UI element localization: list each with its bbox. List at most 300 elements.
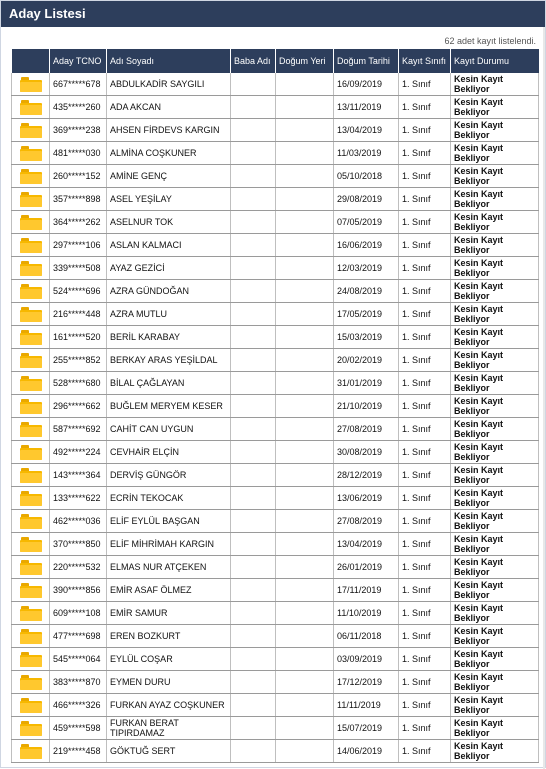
- tcno-cell: 435*****260: [50, 96, 107, 119]
- father-name-cell: [231, 188, 276, 211]
- name-cell: EMİR ASAF ÖLMEZ: [107, 579, 231, 602]
- name-cell: ELİF EYLÜL BAŞGAN: [107, 510, 231, 533]
- status-cell: Kesin Kayıt Bekliyor: [451, 671, 539, 694]
- tcno-cell: 492*****224: [50, 441, 107, 464]
- class-cell: 1. Sınıf: [399, 372, 451, 395]
- folder-icon-cell[interactable]: [12, 73, 50, 96]
- table-row[interactable]: [12, 441, 539, 464]
- folder-icon-cell[interactable]: [12, 418, 50, 441]
- birth-date-cell: 17/05/2019: [334, 303, 399, 326]
- status-cell: Kesin Kayıt Bekliyor: [451, 395, 539, 418]
- header-birth-date[interactable]: Doğum Tarihi: [334, 49, 399, 73]
- class-cell: 1. Sınıf: [399, 395, 451, 418]
- father-name-cell: [231, 533, 276, 556]
- status-cell: Kesin Kayıt Bekliyor: [451, 441, 539, 464]
- tcno-cell: 587*****692: [50, 418, 107, 441]
- table-row[interactable]: [12, 326, 539, 349]
- tcno-cell: 216*****448: [50, 303, 107, 326]
- birth-date-cell: 16/09/2019: [334, 73, 399, 96]
- birth-date-cell: 21/10/2019: [334, 395, 399, 418]
- folder-icon-cell[interactable]: [12, 96, 50, 119]
- folder-icon[interactable]: [20, 468, 42, 483]
- name-cell: BERKAY ARAS YEŞİLDAL: [107, 349, 231, 372]
- folder-icon[interactable]: [20, 514, 42, 529]
- class-cell: 1. Sınıf: [399, 165, 451, 188]
- folder-icon[interactable]: [20, 215, 42, 230]
- table-row[interactable]: [12, 740, 539, 763]
- status-cell: Kesin Kayıt Bekliyor: [451, 694, 539, 717]
- status-cell: Kesin Kayıt Bekliyor: [451, 579, 539, 602]
- folder-icon[interactable]: [20, 169, 42, 184]
- father-name-cell: [231, 257, 276, 280]
- table-row[interactable]: [12, 418, 539, 441]
- birth-date-cell: 26/01/2019: [334, 556, 399, 579]
- father-name-cell: [231, 234, 276, 257]
- status-cell: Kesin Kayıt Bekliyor: [451, 740, 539, 763]
- table-row[interactable]: [12, 165, 539, 188]
- folder-icon[interactable]: [20, 77, 42, 92]
- folder-icon-cell[interactable]: [12, 257, 50, 280]
- status-cell: Kesin Kayıt Bekliyor: [451, 556, 539, 579]
- birth-place-cell: [276, 740, 334, 763]
- name-cell: EREN BOZKURT: [107, 625, 231, 648]
- table-row[interactable]: [12, 556, 539, 579]
- name-cell: ELİF MİHRİMAH KARGIN: [107, 533, 231, 556]
- birth-date-cell: 11/11/2019: [334, 694, 399, 717]
- folder-icon-cell[interactable]: [12, 188, 50, 211]
- birth-date-cell: 30/08/2019: [334, 441, 399, 464]
- table-row[interactable]: [12, 671, 539, 694]
- class-cell: 1. Sınıf: [399, 487, 451, 510]
- tcno-cell: 297*****106: [50, 234, 107, 257]
- name-cell: CAHİT CAN UYGUN: [107, 418, 231, 441]
- name-cell: AHSEN FİRDEVS KARGIN: [107, 119, 231, 142]
- birth-date-cell: 13/06/2019: [334, 487, 399, 510]
- father-name-cell: [231, 694, 276, 717]
- class-cell: 1. Sınıf: [399, 671, 451, 694]
- status-cell: Kesin Kayıt Bekliyor: [451, 188, 539, 211]
- father-name-cell: [231, 372, 276, 395]
- scrollbar[interactable]: [543, 27, 545, 769]
- birth-place-cell: [276, 349, 334, 372]
- folder-icon[interactable]: [20, 353, 42, 368]
- class-cell: 1. Sınıf: [399, 740, 451, 763]
- father-name-cell: [231, 418, 276, 441]
- status-cell: Kesin Kayıt Bekliyor: [451, 487, 539, 510]
- birth-date-cell: 11/10/2019: [334, 602, 399, 625]
- class-cell: 1. Sınıf: [399, 556, 451, 579]
- tcno-cell: 296*****662: [50, 395, 107, 418]
- birth-place-cell: [276, 579, 334, 602]
- birth-place-cell: [276, 165, 334, 188]
- birth-place-cell: [276, 464, 334, 487]
- class-cell: 1. Sınıf: [399, 96, 451, 119]
- tcno-cell: 143*****364: [50, 464, 107, 487]
- father-name-cell: [231, 464, 276, 487]
- class-cell: 1. Sınıf: [399, 326, 451, 349]
- table-row[interactable]: [12, 533, 539, 556]
- table-row[interactable]: [12, 280, 539, 303]
- folder-icon[interactable]: [20, 721, 42, 736]
- birth-date-cell: 20/02/2019: [334, 349, 399, 372]
- tcno-cell: 524*****696: [50, 280, 107, 303]
- name-cell: ASLAN KALMACI: [107, 234, 231, 257]
- class-cell: 1. Sınıf: [399, 234, 451, 257]
- name-cell: EYMEN DURU: [107, 671, 231, 694]
- birth-date-cell: 14/06/2019: [334, 740, 399, 763]
- table-row[interactable]: [12, 211, 539, 234]
- header-birth-place[interactable]: Doğum Yeri: [276, 49, 334, 73]
- folder-icon-cell[interactable]: [12, 648, 50, 671]
- name-cell: AZRA MUTLU: [107, 303, 231, 326]
- record-count: 62 adet kayıt listelendi.: [444, 36, 536, 46]
- tcno-cell: 609*****108: [50, 602, 107, 625]
- name-cell: ALMİNA COŞKUNER: [107, 142, 231, 165]
- tcno-cell: 370*****850: [50, 533, 107, 556]
- folder-icon[interactable]: [20, 238, 42, 253]
- tcno-cell: 545*****064: [50, 648, 107, 671]
- status-cell: Kesin Kayıt Bekliyor: [451, 372, 539, 395]
- birth-date-cell: 03/09/2019: [334, 648, 399, 671]
- folder-icon-cell[interactable]: [12, 165, 50, 188]
- tcno-cell: 369*****238: [50, 119, 107, 142]
- name-cell: EYLÜL COŞAR: [107, 648, 231, 671]
- class-cell: 1. Sınıf: [399, 73, 451, 96]
- name-cell: FURKAN AYAZ COŞKUNER: [107, 694, 231, 717]
- birth-place-cell: [276, 533, 334, 556]
- birth-date-cell: 07/05/2019: [334, 211, 399, 234]
- father-name-cell: [231, 625, 276, 648]
- birth-date-cell: 27/08/2019: [334, 418, 399, 441]
- folder-icon[interactable]: [20, 399, 42, 414]
- birth-place-cell: [276, 280, 334, 303]
- birth-date-cell: 24/08/2019: [334, 280, 399, 303]
- father-name-cell: [231, 510, 276, 533]
- birth-date-cell: 16/06/2019: [334, 234, 399, 257]
- table-row[interactable]: [12, 372, 539, 395]
- folder-icon[interactable]: [20, 629, 42, 644]
- tcno-cell: 219*****458: [50, 740, 107, 763]
- class-cell: 1. Sınıf: [399, 579, 451, 602]
- candidate-table: [11, 49, 539, 763]
- class-cell: 1. Sınıf: [399, 349, 451, 372]
- birth-place-cell: [276, 648, 334, 671]
- birth-place-cell: [276, 487, 334, 510]
- father-name-cell: [231, 648, 276, 671]
- folder-icon-cell[interactable]: [12, 533, 50, 556]
- status-cell: Kesin Kayıt Bekliyor: [451, 234, 539, 257]
- birth-date-cell: 12/03/2019: [334, 257, 399, 280]
- father-name-cell: [231, 602, 276, 625]
- header-father-name[interactable]: Baba Adı: [231, 49, 276, 73]
- folder-icon[interactable]: [20, 445, 42, 460]
- folder-icon-cell[interactable]: [12, 625, 50, 648]
- header-icon-col: [12, 49, 50, 73]
- tcno-cell: 383*****870: [50, 671, 107, 694]
- folder-icon-cell[interactable]: [12, 234, 50, 257]
- birth-place-cell: [276, 372, 334, 395]
- birth-date-cell: 17/11/2019: [334, 579, 399, 602]
- birth-place-cell: [276, 142, 334, 165]
- tcno-cell: 466*****326: [50, 694, 107, 717]
- father-name-cell: [231, 96, 276, 119]
- table-row[interactable]: [12, 648, 539, 671]
- folder-icon[interactable]: [20, 330, 42, 345]
- status-cell: Kesin Kayıt Bekliyor: [451, 717, 539, 740]
- folder-icon-cell[interactable]: [12, 372, 50, 395]
- header-tcno[interactable]: Aday TCNO: [50, 49, 107, 73]
- folder-icon[interactable]: [20, 192, 42, 207]
- class-cell: 1. Sınıf: [399, 717, 451, 740]
- father-name-cell: [231, 142, 276, 165]
- table-row[interactable]: [12, 349, 539, 372]
- name-cell: ADA AKCAN: [107, 96, 231, 119]
- birth-place-cell: [276, 625, 334, 648]
- father-name-cell: [231, 740, 276, 763]
- status-cell: Kesin Kayıt Bekliyor: [451, 602, 539, 625]
- table-row[interactable]: [12, 487, 539, 510]
- table-row[interactable]: [12, 119, 539, 142]
- tcno-cell: 255*****852: [50, 349, 107, 372]
- folder-icon[interactable]: [20, 146, 42, 161]
- tcno-cell: 357*****898: [50, 188, 107, 211]
- table-row[interactable]: [12, 188, 539, 211]
- tcno-cell: 462*****036: [50, 510, 107, 533]
- tcno-cell: 667*****678: [50, 73, 107, 96]
- birth-place-cell: [276, 188, 334, 211]
- status-cell: Kesin Kayıt Bekliyor: [451, 280, 539, 303]
- name-cell: FURKAN BERAT TIPIRDAMAZ: [107, 717, 231, 740]
- father-name-cell: [231, 73, 276, 96]
- birth-place-cell: [276, 602, 334, 625]
- birth-date-cell: 15/03/2019: [334, 326, 399, 349]
- folder-icon-cell[interactable]: [12, 349, 50, 372]
- status-cell: Kesin Kayıt Bekliyor: [451, 96, 539, 119]
- header-status[interactable]: Kayıt Durumu: [451, 49, 539, 73]
- folder-icon[interactable]: [20, 537, 42, 552]
- birth-date-cell: 17/12/2019: [334, 671, 399, 694]
- folder-icon-cell[interactable]: [12, 303, 50, 326]
- folder-icon[interactable]: [20, 261, 42, 276]
- father-name-cell: [231, 441, 276, 464]
- father-name-cell: [231, 556, 276, 579]
- folder-icon-cell[interactable]: [12, 510, 50, 533]
- table-row[interactable]: [12, 694, 539, 717]
- table-row[interactable]: [12, 303, 539, 326]
- birth-place-cell: [276, 694, 334, 717]
- status-cell: Kesin Kayıt Bekliyor: [451, 142, 539, 165]
- folder-icon[interactable]: [20, 284, 42, 299]
- table-row[interactable]: [12, 464, 539, 487]
- name-cell: AYAZ GEZİCİ: [107, 257, 231, 280]
- name-cell: BUĞLEM MERYEM KESER: [107, 395, 231, 418]
- birth-date-cell: 11/03/2019: [334, 142, 399, 165]
- birth-place-cell: [276, 303, 334, 326]
- table-row[interactable]: [12, 579, 539, 602]
- tcno-cell: 481*****030: [50, 142, 107, 165]
- folder-icon-cell[interactable]: [12, 717, 50, 740]
- folder-icon[interactable]: [20, 606, 42, 621]
- table-row[interactable]: [12, 73, 539, 96]
- table-row[interactable]: [12, 257, 539, 280]
- status-cell: Kesin Kayıt Bekliyor: [451, 211, 539, 234]
- table-row[interactable]: [12, 625, 539, 648]
- status-cell: Kesin Kayıt Bekliyor: [451, 73, 539, 96]
- name-cell: ABDULKADİR SAYGILI: [107, 73, 231, 96]
- class-cell: 1. Sınıf: [399, 211, 451, 234]
- folder-icon-cell[interactable]: [12, 487, 50, 510]
- birth-place-cell: [276, 556, 334, 579]
- class-cell: 1. Sınıf: [399, 303, 451, 326]
- folder-icon[interactable]: [20, 675, 42, 690]
- folder-icon-cell[interactable]: [12, 441, 50, 464]
- birth-place-cell: [276, 257, 334, 280]
- class-cell: 1. Sınıf: [399, 694, 451, 717]
- birth-date-cell: 13/04/2019: [334, 533, 399, 556]
- class-cell: 1. Sınıf: [399, 257, 451, 280]
- folder-icon[interactable]: [20, 744, 42, 759]
- folder-icon-cell[interactable]: [12, 119, 50, 142]
- tcno-cell: 528*****680: [50, 372, 107, 395]
- folder-icon[interactable]: [20, 422, 42, 437]
- header-class[interactable]: Kayıt Sınıfı: [399, 49, 451, 73]
- status-cell: Kesin Kayıt Bekliyor: [451, 326, 539, 349]
- father-name-cell: [231, 395, 276, 418]
- status-cell: Kesin Kayıt Bekliyor: [451, 119, 539, 142]
- table-row[interactable]: [12, 510, 539, 533]
- birth-place-cell: [276, 119, 334, 142]
- birth-place-cell: [276, 717, 334, 740]
- birth-date-cell: 27/08/2019: [334, 510, 399, 533]
- folder-icon-cell[interactable]: [12, 602, 50, 625]
- tcno-cell: 364*****262: [50, 211, 107, 234]
- father-name-cell: [231, 717, 276, 740]
- table-row[interactable]: [12, 96, 539, 119]
- class-cell: 1. Sınıf: [399, 533, 451, 556]
- father-name-cell: [231, 280, 276, 303]
- birth-place-cell: [276, 441, 334, 464]
- class-cell: 1. Sınıf: [399, 510, 451, 533]
- name-cell: BİLAL ÇAĞLAYAN: [107, 372, 231, 395]
- birth-date-cell: 06/11/2018: [334, 625, 399, 648]
- folder-icon[interactable]: [20, 491, 42, 506]
- birth-date-cell: 15/07/2019: [334, 717, 399, 740]
- folder-icon-cell[interactable]: [12, 464, 50, 487]
- name-cell: ASELNUR TOK: [107, 211, 231, 234]
- table-row[interactable]: [12, 142, 539, 165]
- folder-icon[interactable]: [20, 698, 42, 713]
- class-cell: 1. Sınıf: [399, 602, 451, 625]
- folder-icon[interactable]: [20, 560, 42, 575]
- folder-icon-cell[interactable]: [12, 211, 50, 234]
- tcno-cell: 133*****622: [50, 487, 107, 510]
- folder-icon[interactable]: [20, 583, 42, 598]
- father-name-cell: [231, 119, 276, 142]
- table-header-row: [12, 49, 539, 73]
- name-cell: EMİR SAMUR: [107, 602, 231, 625]
- name-cell: CEVHAİR ELÇİN: [107, 441, 231, 464]
- folder-icon-cell[interactable]: [12, 671, 50, 694]
- folder-icon-cell[interactable]: [12, 280, 50, 303]
- status-cell: Kesin Kayıt Bekliyor: [451, 533, 539, 556]
- folder-icon-cell[interactable]: [12, 740, 50, 763]
- folder-icon-cell[interactable]: [12, 694, 50, 717]
- status-cell: Kesin Kayıt Bekliyor: [451, 625, 539, 648]
- table-row[interactable]: [12, 717, 539, 740]
- status-cell: Kesin Kayıt Bekliyor: [451, 257, 539, 280]
- class-cell: 1. Sınıf: [399, 418, 451, 441]
- father-name-cell: [231, 165, 276, 188]
- folder-icon-cell[interactable]: [12, 556, 50, 579]
- birth-date-cell: 05/10/2018: [334, 165, 399, 188]
- tcno-cell: 161*****520: [50, 326, 107, 349]
- name-cell: AMİNE GENÇ: [107, 165, 231, 188]
- table-row[interactable]: [12, 602, 539, 625]
- father-name-cell: [231, 303, 276, 326]
- folder-icon[interactable]: [20, 376, 42, 391]
- folder-icon-cell[interactable]: [12, 142, 50, 165]
- name-cell: DERVİŞ GÜNGÖR: [107, 464, 231, 487]
- birth-place-cell: [276, 96, 334, 119]
- table-row[interactable]: [12, 234, 539, 257]
- father-name-cell: [231, 579, 276, 602]
- father-name-cell: [231, 211, 276, 234]
- father-name-cell: [231, 487, 276, 510]
- status-cell: Kesin Kayıt Bekliyor: [451, 418, 539, 441]
- status-cell: Kesin Kayıt Bekliyor: [451, 303, 539, 326]
- birth-place-cell: [276, 671, 334, 694]
- name-cell: BERİL KARABAY: [107, 326, 231, 349]
- birth-place-cell: [276, 418, 334, 441]
- folder-icon-cell[interactable]: [12, 395, 50, 418]
- name-cell: ECRİN TEKOCAK: [107, 487, 231, 510]
- birth-date-cell: 28/12/2019: [334, 464, 399, 487]
- class-cell: 1. Sınıf: [399, 464, 451, 487]
- birth-place-cell: [276, 395, 334, 418]
- folder-icon[interactable]: [20, 123, 42, 138]
- class-cell: 1. Sınıf: [399, 625, 451, 648]
- tcno-cell: 339*****508: [50, 257, 107, 280]
- name-cell: ASEL YEŞİLAY: [107, 188, 231, 211]
- folder-icon-cell[interactable]: [12, 326, 50, 349]
- birth-place-cell: [276, 326, 334, 349]
- tcno-cell: 477*****698: [50, 625, 107, 648]
- class-cell: 1. Sınıf: [399, 441, 451, 464]
- folder-icon-cell[interactable]: [12, 579, 50, 602]
- name-cell: GÖKTUĞ SERT: [107, 740, 231, 763]
- father-name-cell: [231, 326, 276, 349]
- birth-place-cell: [276, 73, 334, 96]
- name-cell: ELMAS NUR ATÇEKEN: [107, 556, 231, 579]
- birth-date-cell: 29/08/2019: [334, 188, 399, 211]
- folder-icon[interactable]: [20, 100, 42, 115]
- status-cell: Kesin Kayıt Bekliyor: [451, 648, 539, 671]
- tcno-cell: 459*****598: [50, 717, 107, 740]
- status-cell: Kesin Kayıt Bekliyor: [451, 165, 539, 188]
- tcno-cell: 260*****152: [50, 165, 107, 188]
- birth-date-cell: 13/11/2019: [334, 96, 399, 119]
- header-name[interactable]: Adı Soyadı: [107, 49, 231, 73]
- folder-icon[interactable]: [20, 652, 42, 667]
- tcno-cell: 390*****856: [50, 579, 107, 602]
- table-row[interactable]: [12, 395, 539, 418]
- father-name-cell: [231, 349, 276, 372]
- folder-icon[interactable]: [20, 307, 42, 322]
- class-cell: 1. Sınıf: [399, 280, 451, 303]
- status-cell: Kesin Kayıt Bekliyor: [451, 464, 539, 487]
- status-cell: Kesin Kayıt Bekliyor: [451, 510, 539, 533]
- panel-title: Aday Listesi: [1, 1, 545, 27]
